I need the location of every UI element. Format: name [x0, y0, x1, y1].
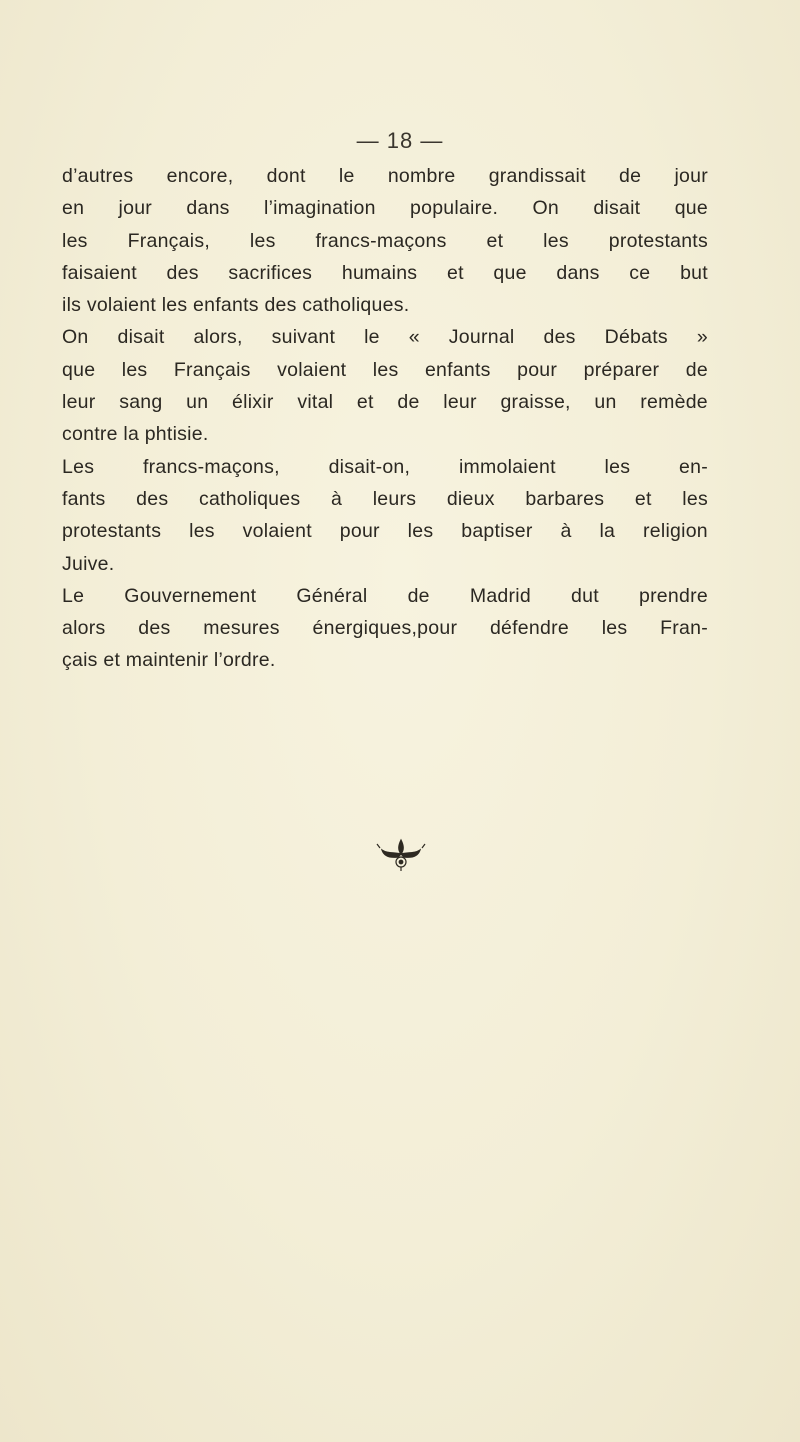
body-text: [62, 160, 708, 677]
text-line: On disait alors, suivant le « Journal des Débats »: [62, 326, 708, 349]
text-line: Les francs-maçons, disait-on, immolaient les en-: [62, 455, 708, 478]
paragraph-3: [62, 451, 708, 580]
page-number: — 18 —: [356, 128, 444, 153]
text-line: protestants les volaient pour les baptiser à la religion: [62, 520, 708, 543]
text-line: en jour dans l’imagination populaire. On disait que: [62, 197, 708, 220]
fleuron-ornament-icon: [376, 838, 426, 872]
text-line: que les Français volaient les enfants pour préparer de: [62, 358, 708, 381]
text-line: çais et maintenir l’ordre.: [62, 649, 276, 672]
paragraph-2: [62, 321, 708, 450]
text-line: contre la phtisie.: [62, 423, 209, 446]
text-line: alors des mesures énergiques,pour défendre les Fran-: [62, 617, 708, 640]
paragraph-1: [62, 160, 708, 321]
paragraph-4: [62, 580, 708, 677]
text-line: les Français, les francs-maçons et les protestants: [62, 229, 708, 252]
text-line: Le Gouvernement Général de Madrid dut prendre: [62, 584, 708, 607]
text-line: Juive.: [62, 552, 115, 575]
text-line: d’autres encore, dont le nombre grandissait de jour: [62, 165, 708, 187]
text-line: ils volaient les enfants des catholiques.: [62, 294, 410, 317]
text-line: leur sang un élixir vital et de leur graisse, un remède: [62, 391, 708, 414]
text-line: fants des catholiques à leurs dieux barbares et les: [62, 487, 708, 510]
text-line: faisaient des sacrifices humains et que dans ce but: [62, 261, 708, 284]
